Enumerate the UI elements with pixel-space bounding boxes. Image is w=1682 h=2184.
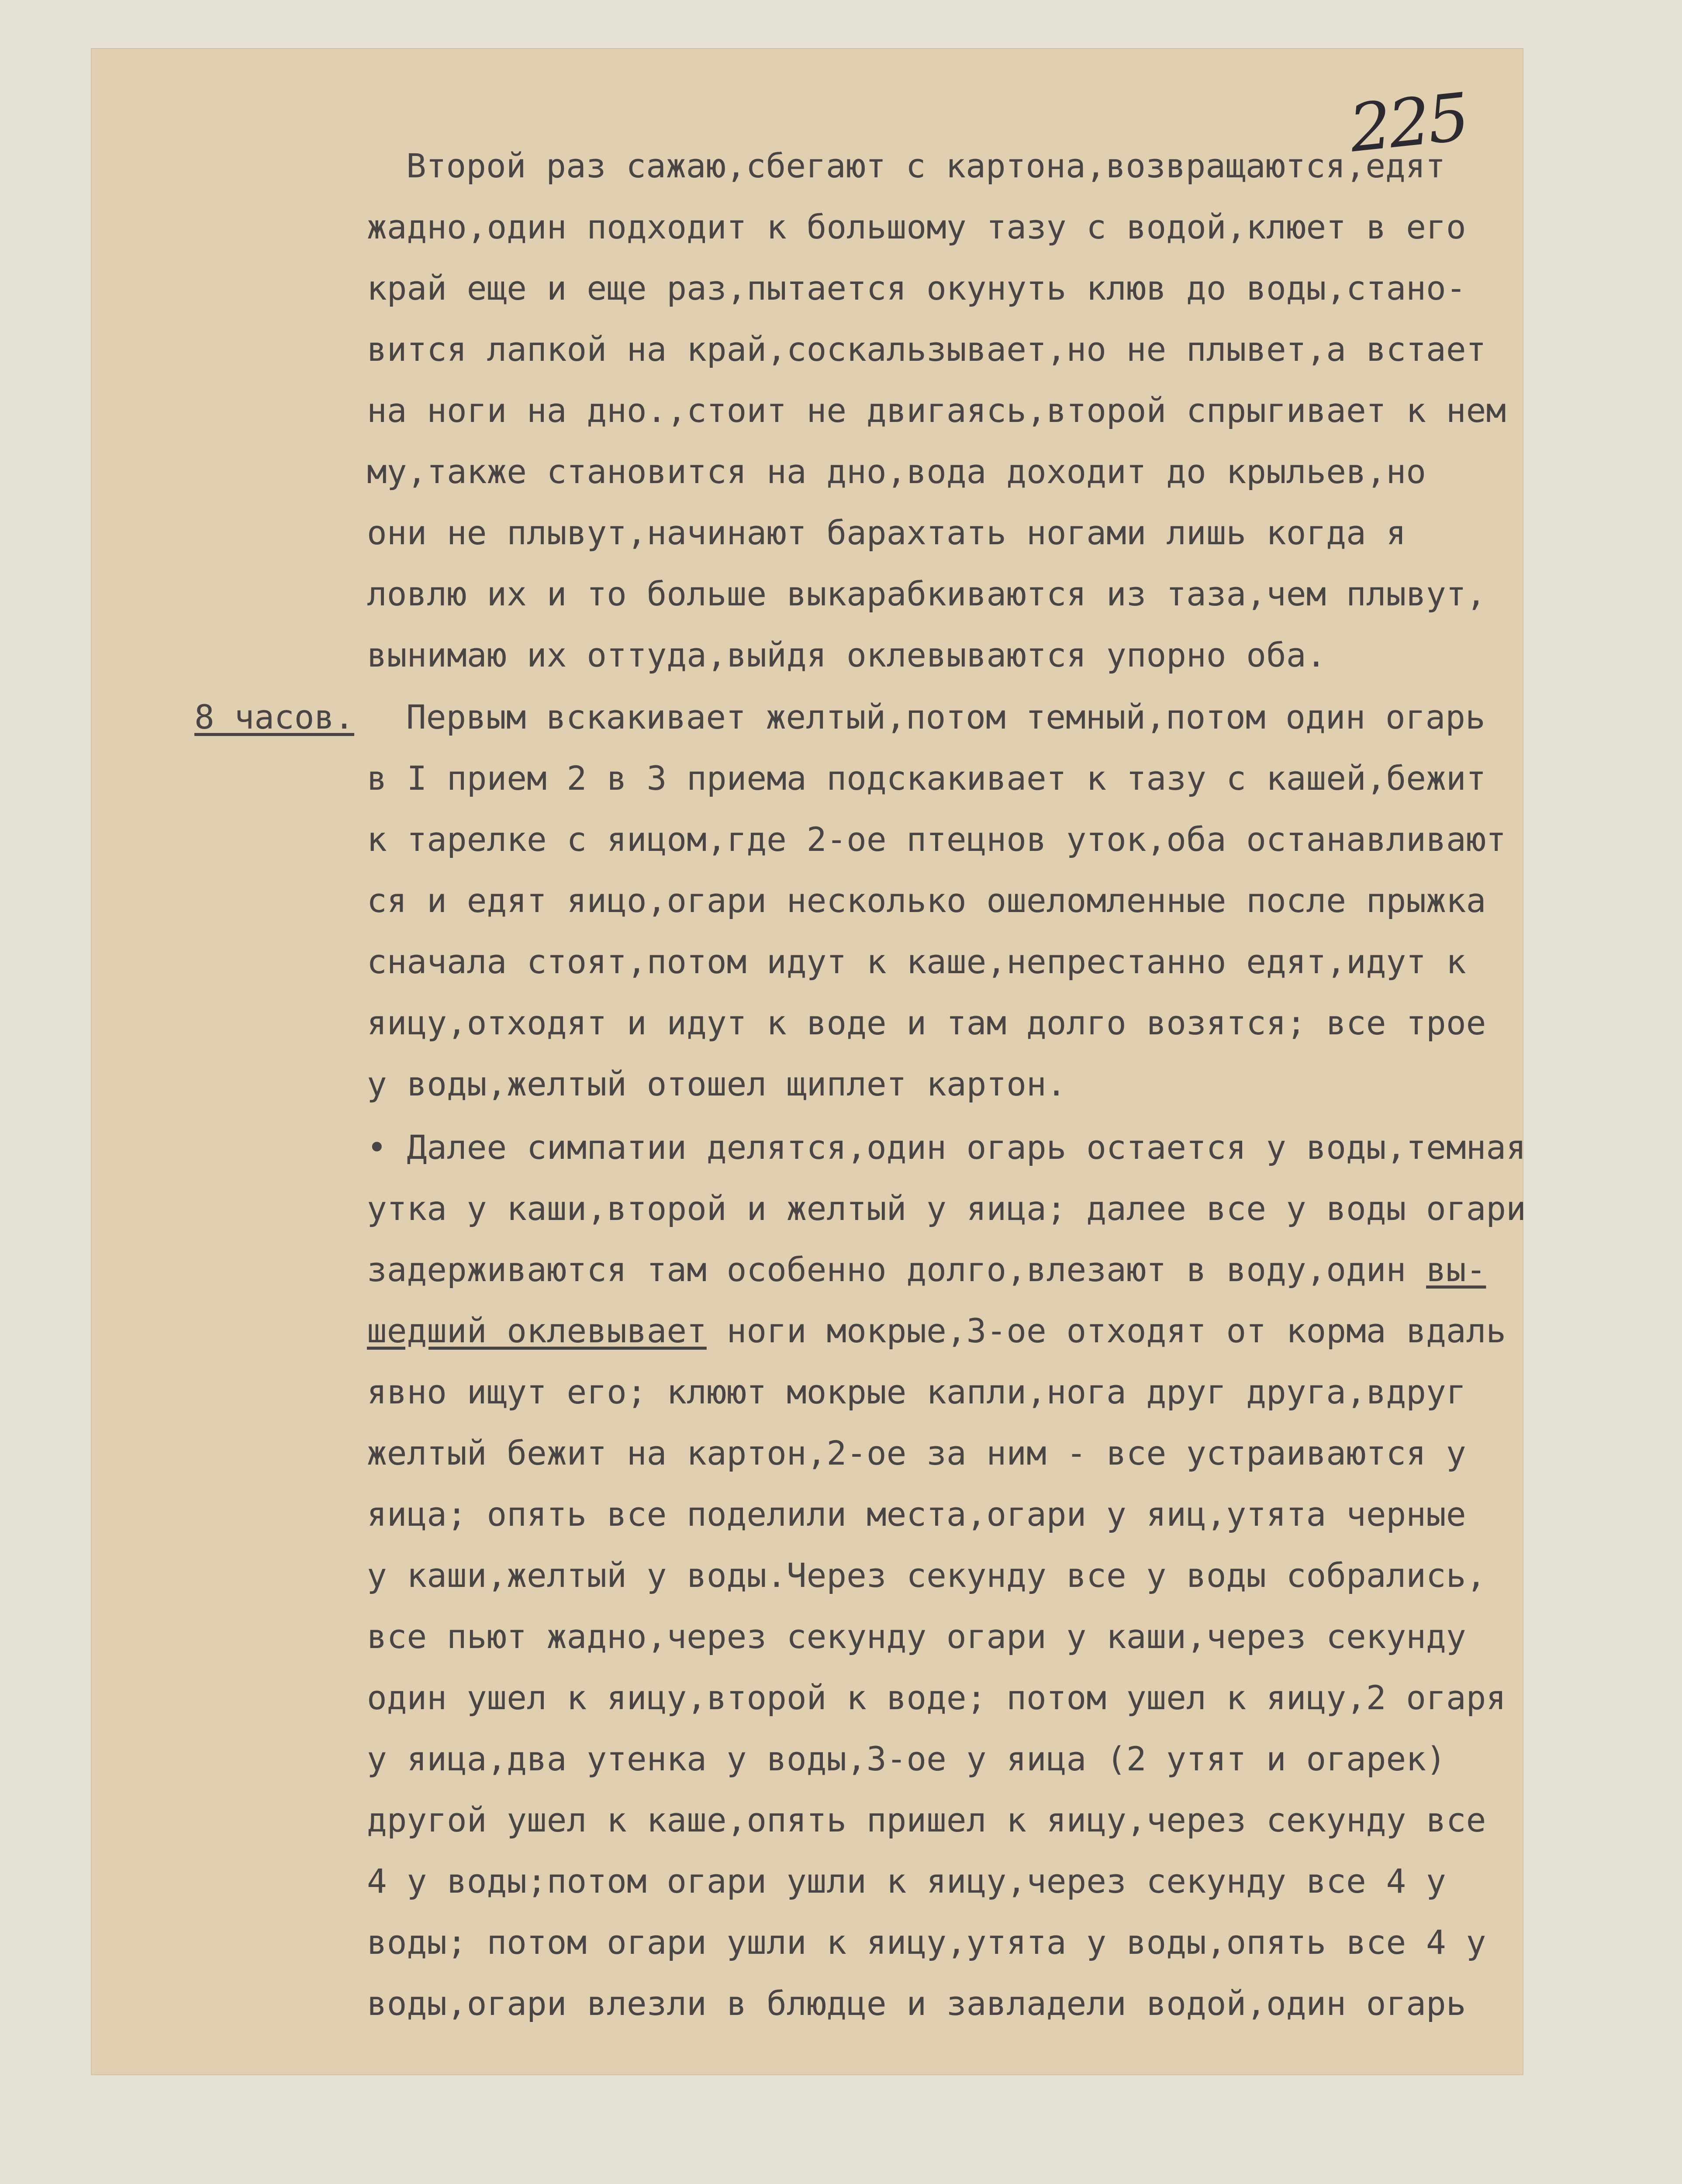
text-line: у яица,два утенка у воды,3-ое у яица (2 утят и огарек) [367, 1739, 1446, 1778]
text-line: другой ушел к каше,опять пришел к яицу,через секунду все [367, 1800, 1486, 1839]
text-line: один ушел к яицу,второй к воде; потом ушел к яицу,2 огаря [367, 1678, 1506, 1717]
text-line: Первым вскакивает желтый,потом темный,потом один огарь [406, 698, 1485, 736]
text-segment: задерживаются там особенно долго,влезают в воду,один [367, 1250, 1426, 1289]
text-line: яицу,отходят и идут к воде и там долго возятся; все трое [367, 1003, 1486, 1042]
text-line: желтый бежит на картон,2-ое за ним - все устраиваются у [367, 1434, 1466, 1472]
text-line: на ноги на дно.,стоит не двигаясь,второй спрыгивает к нем [367, 391, 1506, 430]
text-line: воды; потом огари ушли к яицу,утята у воды,опять все 4 у [367, 1923, 1486, 1962]
text-line: Второй раз сажаю,сбегают с картона,возвращаются,едят [406, 146, 1446, 185]
text-line: все пьют жадно,через секунду огари у каши,через секунду [367, 1617, 1466, 1656]
underlined-word: вы- [1426, 1250, 1486, 1289]
text-line-underlined [367, 1250, 1486, 1289]
text-line: му,также становится на дно,вода доходит до крыльев,но [367, 452, 1426, 491]
text-line: жадно,один подходит к большому тазу с водой,клюет в его [367, 207, 1466, 246]
folio-number: 225 [1346, 79, 1471, 167]
text-line: у каши,желтый у воды.Через секунду все у воды собрались, [367, 1556, 1486, 1595]
text-line: в I прием 2 в 3 приема подскакивает к тазу с кашей,бежит [367, 759, 1486, 798]
text-line: воды,огари влезли в блюдце и завладели водой,один огарь [367, 1984, 1466, 2023]
text-line: 4 у воды;потом огари ушли к яицу,через секунду все 4 у [367, 1862, 1446, 1901]
text-line: сначала стоят,потом идут к каше,непрестанно едят,идут к [367, 942, 1466, 981]
text-line: утка у каши,второй и желтый у яица; далее все у воды огари [367, 1189, 1526, 1228]
text-line: вится лапкой на край,соскальзывает,но не плывет,а встает [367, 330, 1486, 369]
text-line: у воды,желтый отошел щиплет картон. [367, 1064, 1067, 1103]
text-line: • Далее симпатии делятся,один огарь остается у воды,темная [367, 1128, 1526, 1167]
margin-time-note: 8 часов. [194, 698, 355, 736]
text-line-underlined [367, 1311, 1506, 1351]
text-segment: ноги мокрые,3-ое отходят от корма вдаль [706, 1311, 1506, 1350]
text-line: вынимаю их оттуда,выйдя оклевываются упорно оба. [367, 636, 1326, 674]
underlined-phrase: шедший оклевывает [367, 1311, 707, 1350]
text-line: яица; опять все поделили места,огари у яиц,утята черные [367, 1495, 1466, 1534]
text-line: они не плывут,начинают барахтать ногами лишь когда я [367, 513, 1406, 552]
text-line: к тарелке с яицом,где 2-ое птецнов уток,оба останавливают [367, 820, 1506, 859]
text-line: явно ищут его; клюют мокрые капли,нога друг друга,вдруг [367, 1372, 1466, 1411]
text-line: край еще и еще раз,пытается окунуть клюв до воды,стано- [367, 269, 1466, 308]
text-line: ловлю их и то больше выкарабкиваются из таза,чем плывут, [367, 574, 1486, 613]
text-line: ся и едят яицо,огари несколько ошеломленные после прыжка [367, 881, 1486, 920]
